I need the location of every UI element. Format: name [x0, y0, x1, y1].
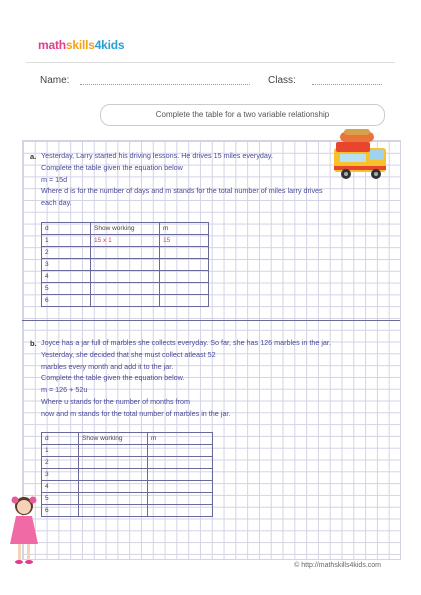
- table-row: [42, 493, 213, 505]
- table-row: [42, 445, 213, 457]
- table-row: [42, 247, 209, 259]
- table-cell[interactable]: [160, 271, 209, 283]
- table-cell[interactable]: [91, 271, 160, 283]
- table-cell[interactable]: [148, 481, 213, 493]
- question-a-line: m = 15d: [41, 174, 68, 184]
- table-cell[interactable]: [160, 259, 209, 271]
- table-cell: 4: [42, 271, 91, 283]
- table-cell[interactable]: [160, 283, 209, 295]
- table-cell[interactable]: [79, 505, 148, 517]
- table-cell[interactable]: [91, 295, 160, 307]
- table-cell: 4: [42, 481, 79, 493]
- question-b-line: Joyce has a jar full of marbles she collects everyday. So far, she has 126 marbles in the jar.: [41, 338, 331, 347]
- question-a-line: each day.: [41, 198, 72, 208]
- table-cell[interactable]: [148, 505, 213, 517]
- instruction-banner: Complete the table for a two variable relationship: [100, 104, 385, 126]
- table-row: [42, 457, 213, 469]
- question-b-text: [41, 337, 381, 420]
- table-row: [42, 283, 209, 295]
- table-cell[interactable]: [148, 445, 213, 457]
- table-cell[interactable]: [79, 469, 148, 481]
- table-cell[interactable]: [148, 457, 213, 469]
- table-cell[interactable]: 15: [160, 235, 209, 247]
- table-cell[interactable]: [91, 283, 160, 295]
- question-b-label: b.: [30, 339, 37, 348]
- table-row: [42, 505, 213, 517]
- table-cell[interactable]: [79, 445, 148, 457]
- table-cell: 1: [42, 445, 79, 457]
- table-cell[interactable]: [91, 247, 160, 259]
- table-header-cell: m: [160, 223, 209, 235]
- table-cell: 5: [42, 493, 79, 505]
- section-divider: [22, 320, 400, 321]
- logo-part-4kids: 4kids: [94, 38, 125, 52]
- class-field[interactable]: [312, 84, 382, 85]
- table-row: [42, 481, 213, 493]
- table-cell[interactable]: [79, 493, 148, 505]
- table-header-cell: d: [42, 223, 91, 235]
- question-b-line: Where u stands for the number of months from: [41, 396, 191, 406]
- question-b-line: Complete the table given the equation below.: [41, 373, 185, 383]
- question-a-line: Complete the table given the equation below: [41, 162, 183, 172]
- table-header-row: [42, 433, 213, 445]
- table-cell[interactable]: [148, 469, 213, 481]
- name-label: Name:: [40, 75, 70, 86]
- table-row: [42, 295, 209, 307]
- question-a-line: Where d is for the number of days and m stands for the total number of miles larry drives: [41, 186, 323, 196]
- table-header-row: [42, 223, 209, 235]
- table-cell[interactable]: [91, 259, 160, 271]
- question-a-line: Yesterday, Larry started his driving lessons. He drives 15 miles everyday.: [41, 151, 273, 160]
- logo-part-skills: skills: [65, 38, 95, 52]
- footer-url: © http://mathskills4kids.com: [294, 562, 381, 569]
- girl-illustration: [6, 492, 46, 572]
- logo-part-math: math: [38, 38, 66, 52]
- question-b-table: [41, 432, 213, 517]
- table-cell: 6: [42, 505, 79, 517]
- table-cell: 6: [42, 295, 91, 307]
- question-b-line: m = 126 + 52u: [41, 385, 88, 395]
- logo: [38, 38, 124, 52]
- table-row: [42, 235, 209, 247]
- name-class-row: [40, 75, 400, 89]
- table-cell: 3: [42, 259, 91, 271]
- question-b-line: marbles every month and add it to the jar.: [41, 361, 174, 371]
- question-a-label: a.: [30, 152, 37, 161]
- table-cell: 2: [42, 457, 79, 469]
- table-header-cell: Show working: [91, 223, 160, 235]
- question-b-line: Yesterday, she decided that she must collect atleast 52: [41, 349, 216, 359]
- table-cell[interactable]: [160, 247, 209, 259]
- table-row: [42, 469, 213, 481]
- table-header-cell: m: [148, 433, 213, 445]
- table-cell[interactable]: [148, 493, 213, 505]
- table-cell: 1: [42, 235, 91, 247]
- table-cell: 2: [42, 247, 91, 259]
- table-cell[interactable]: [79, 457, 148, 469]
- table-row: [42, 271, 209, 283]
- question-a-text: [41, 150, 351, 209]
- table-row: [42, 259, 209, 271]
- table-header-cell: d: [42, 433, 79, 445]
- table-cell: 3: [42, 469, 79, 481]
- table-cell[interactable]: 15 x 1: [91, 235, 160, 247]
- question-b-line: now and m stands for the total number of marbles in the jar.: [41, 408, 231, 418]
- question-a-table: [41, 222, 209, 307]
- table-cell[interactable]: [160, 295, 209, 307]
- table-header-cell: Show working: [79, 433, 148, 445]
- table-cell: 5: [42, 283, 91, 295]
- class-label: Class:: [268, 75, 296, 86]
- table-cell[interactable]: [79, 481, 148, 493]
- name-field[interactable]: [80, 84, 250, 85]
- header-divider: [26, 62, 395, 63]
